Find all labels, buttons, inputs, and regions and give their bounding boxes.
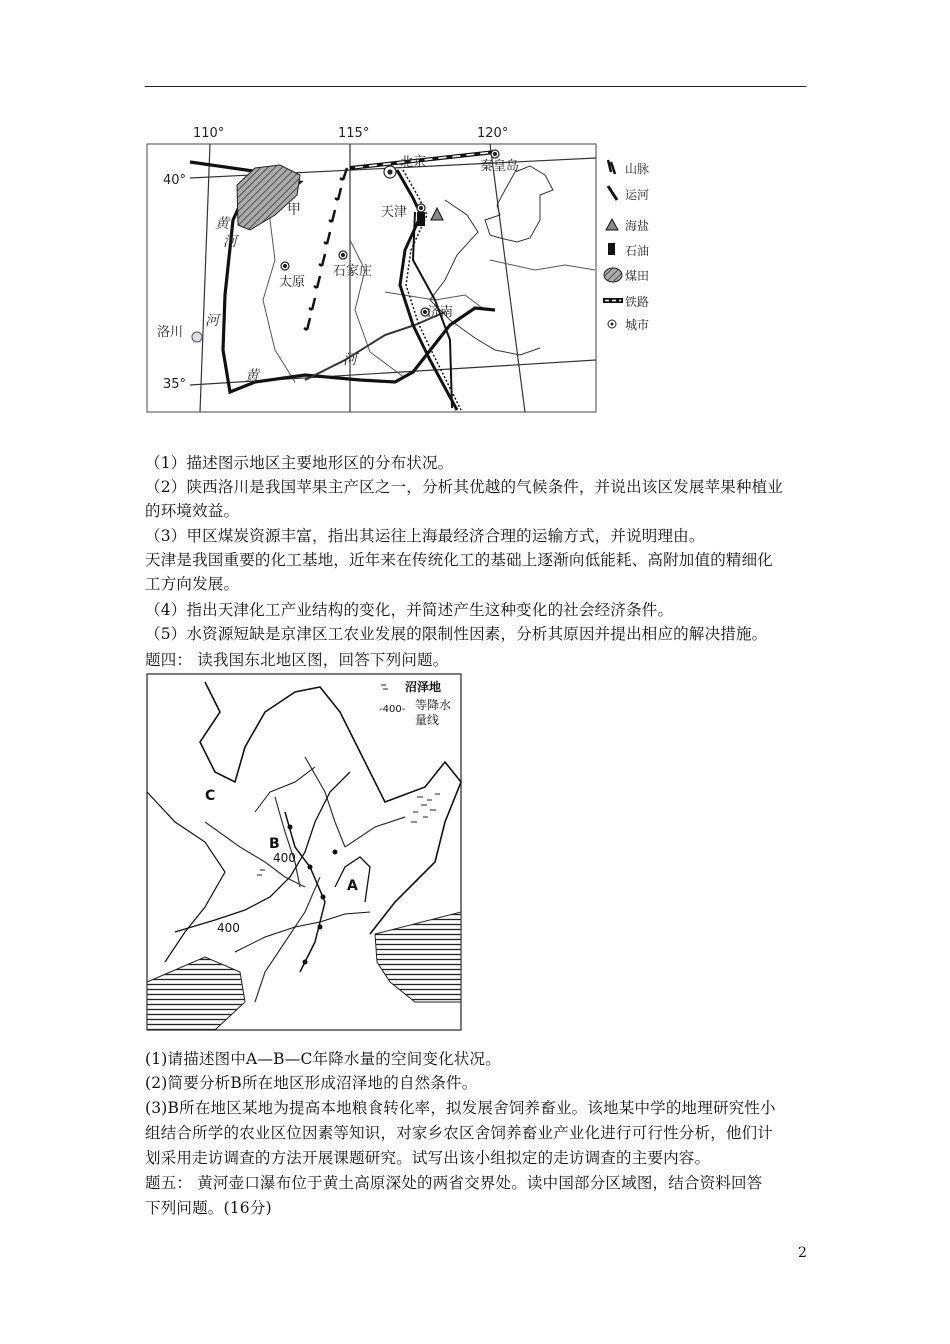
lat-label: 40° [163,173,187,188]
question-line: （3）甲区煤炭资源丰富，指出其运往上海最经济合理的运输方式，并说明理由。 [145,527,705,545]
lon-label: 120° [477,126,509,141]
question-line: (2)简要分析B所在地区形成沼泽地的自然条件。 [145,1074,478,1092]
question-line: 的环境效益。 [145,502,240,520]
north-china-map [145,120,665,416]
river-label: 河 [343,352,357,368]
legend-swamp-label: 沼泽地 [405,680,442,694]
legend-label: 山脉 [625,162,650,176]
river-label: 黄 [245,368,259,384]
legend-isohyet-value: -400- [379,704,406,715]
city-label: 天津 [381,205,408,220]
question-line: （1）描述图示地区主要地形区的分布状况。 [145,454,454,472]
question-line: 下列问题。(16分) [145,1199,272,1217]
question-line: （2）陕西洛川是我国苹果主产区之一，分析其优越的气候条件，并说出该区发展苹果种植业 [145,478,784,496]
page-number: 2 [798,1245,807,1261]
question-line: (1)请描述图中A—B—C年降水量的空间变化状况。 [145,1050,501,1068]
region-label-b: B [269,836,280,852]
river-label: 黄 [215,216,229,232]
question-line: 组结合所学的农业区位因素等知识，对家乡农区舍饲养畜业产业化进行可行性分析，他们计 [145,1124,774,1142]
section-heading: 题四： 读我国东北地区图，回答下列问题。 [145,651,449,669]
legend-isohyet-label: 量线 [415,713,440,727]
legend-isohyet-label: 等降水 [415,698,452,712]
question-line: 划采用走访调查的方法开展课题研究。试写出该小组拟定的走访调查的主要内容。 [145,1149,711,1167]
lat-label: 35° [163,377,187,392]
isohyet-label: 400 [273,851,296,865]
legend-label: 运河 [625,188,650,202]
legend-label: 城市 [625,318,650,332]
lon-label: 110° [193,126,225,141]
question-line: （5）水资源短缺是京津区工农业发展的限制性因素，分析其原因并提出相应的解决措施。 [145,625,768,643]
city-label: 石家庄 [333,264,373,279]
map1-legend [603,160,649,332]
region-label-a: A [347,878,358,894]
legend-label: 石油 [625,244,650,258]
northeast-china-map [145,672,463,1032]
question-line: （4）指出天津化工产业结构的变化，并简述产生这种变化的社会经济条件。 [145,601,674,619]
city-label: 洛川 [157,325,184,340]
lon-label: 115° [338,126,370,141]
question-line: (3)B所在地区某地为提高本地粮食转化率，拟发展舍饲养畜业。该地某中学的地理研究性小 [145,1099,776,1117]
header-rule [145,86,806,87]
section-heading: 题五： 黄河壶口瀑布位于黄土高原深处的两省交界处。读中国部分区域图，结合资料回答 [145,1174,763,1192]
region-label: 甲 [287,202,301,218]
city-label: 太原 [279,275,306,290]
city-label: 济南 [427,305,454,320]
city-label: 北京 [400,155,427,170]
city-label: 秦皇岛 [480,159,520,174]
isohyet-label: 400 [217,921,240,935]
legend-label: 煤田 [625,269,650,283]
region-label-c: C [205,788,216,804]
legend-label: 海盐 [625,219,650,233]
legend-label: 铁路 [625,295,650,309]
paragraph-line: 天津是我国重要的化工基地，近年来在传统化工的基础上逐渐向低能耗、高附加值的精细化 [145,551,774,569]
paragraph-line: 工方向发展。 [145,575,240,593]
river-label: 河 [223,234,237,250]
river-label: 河 [205,313,219,329]
